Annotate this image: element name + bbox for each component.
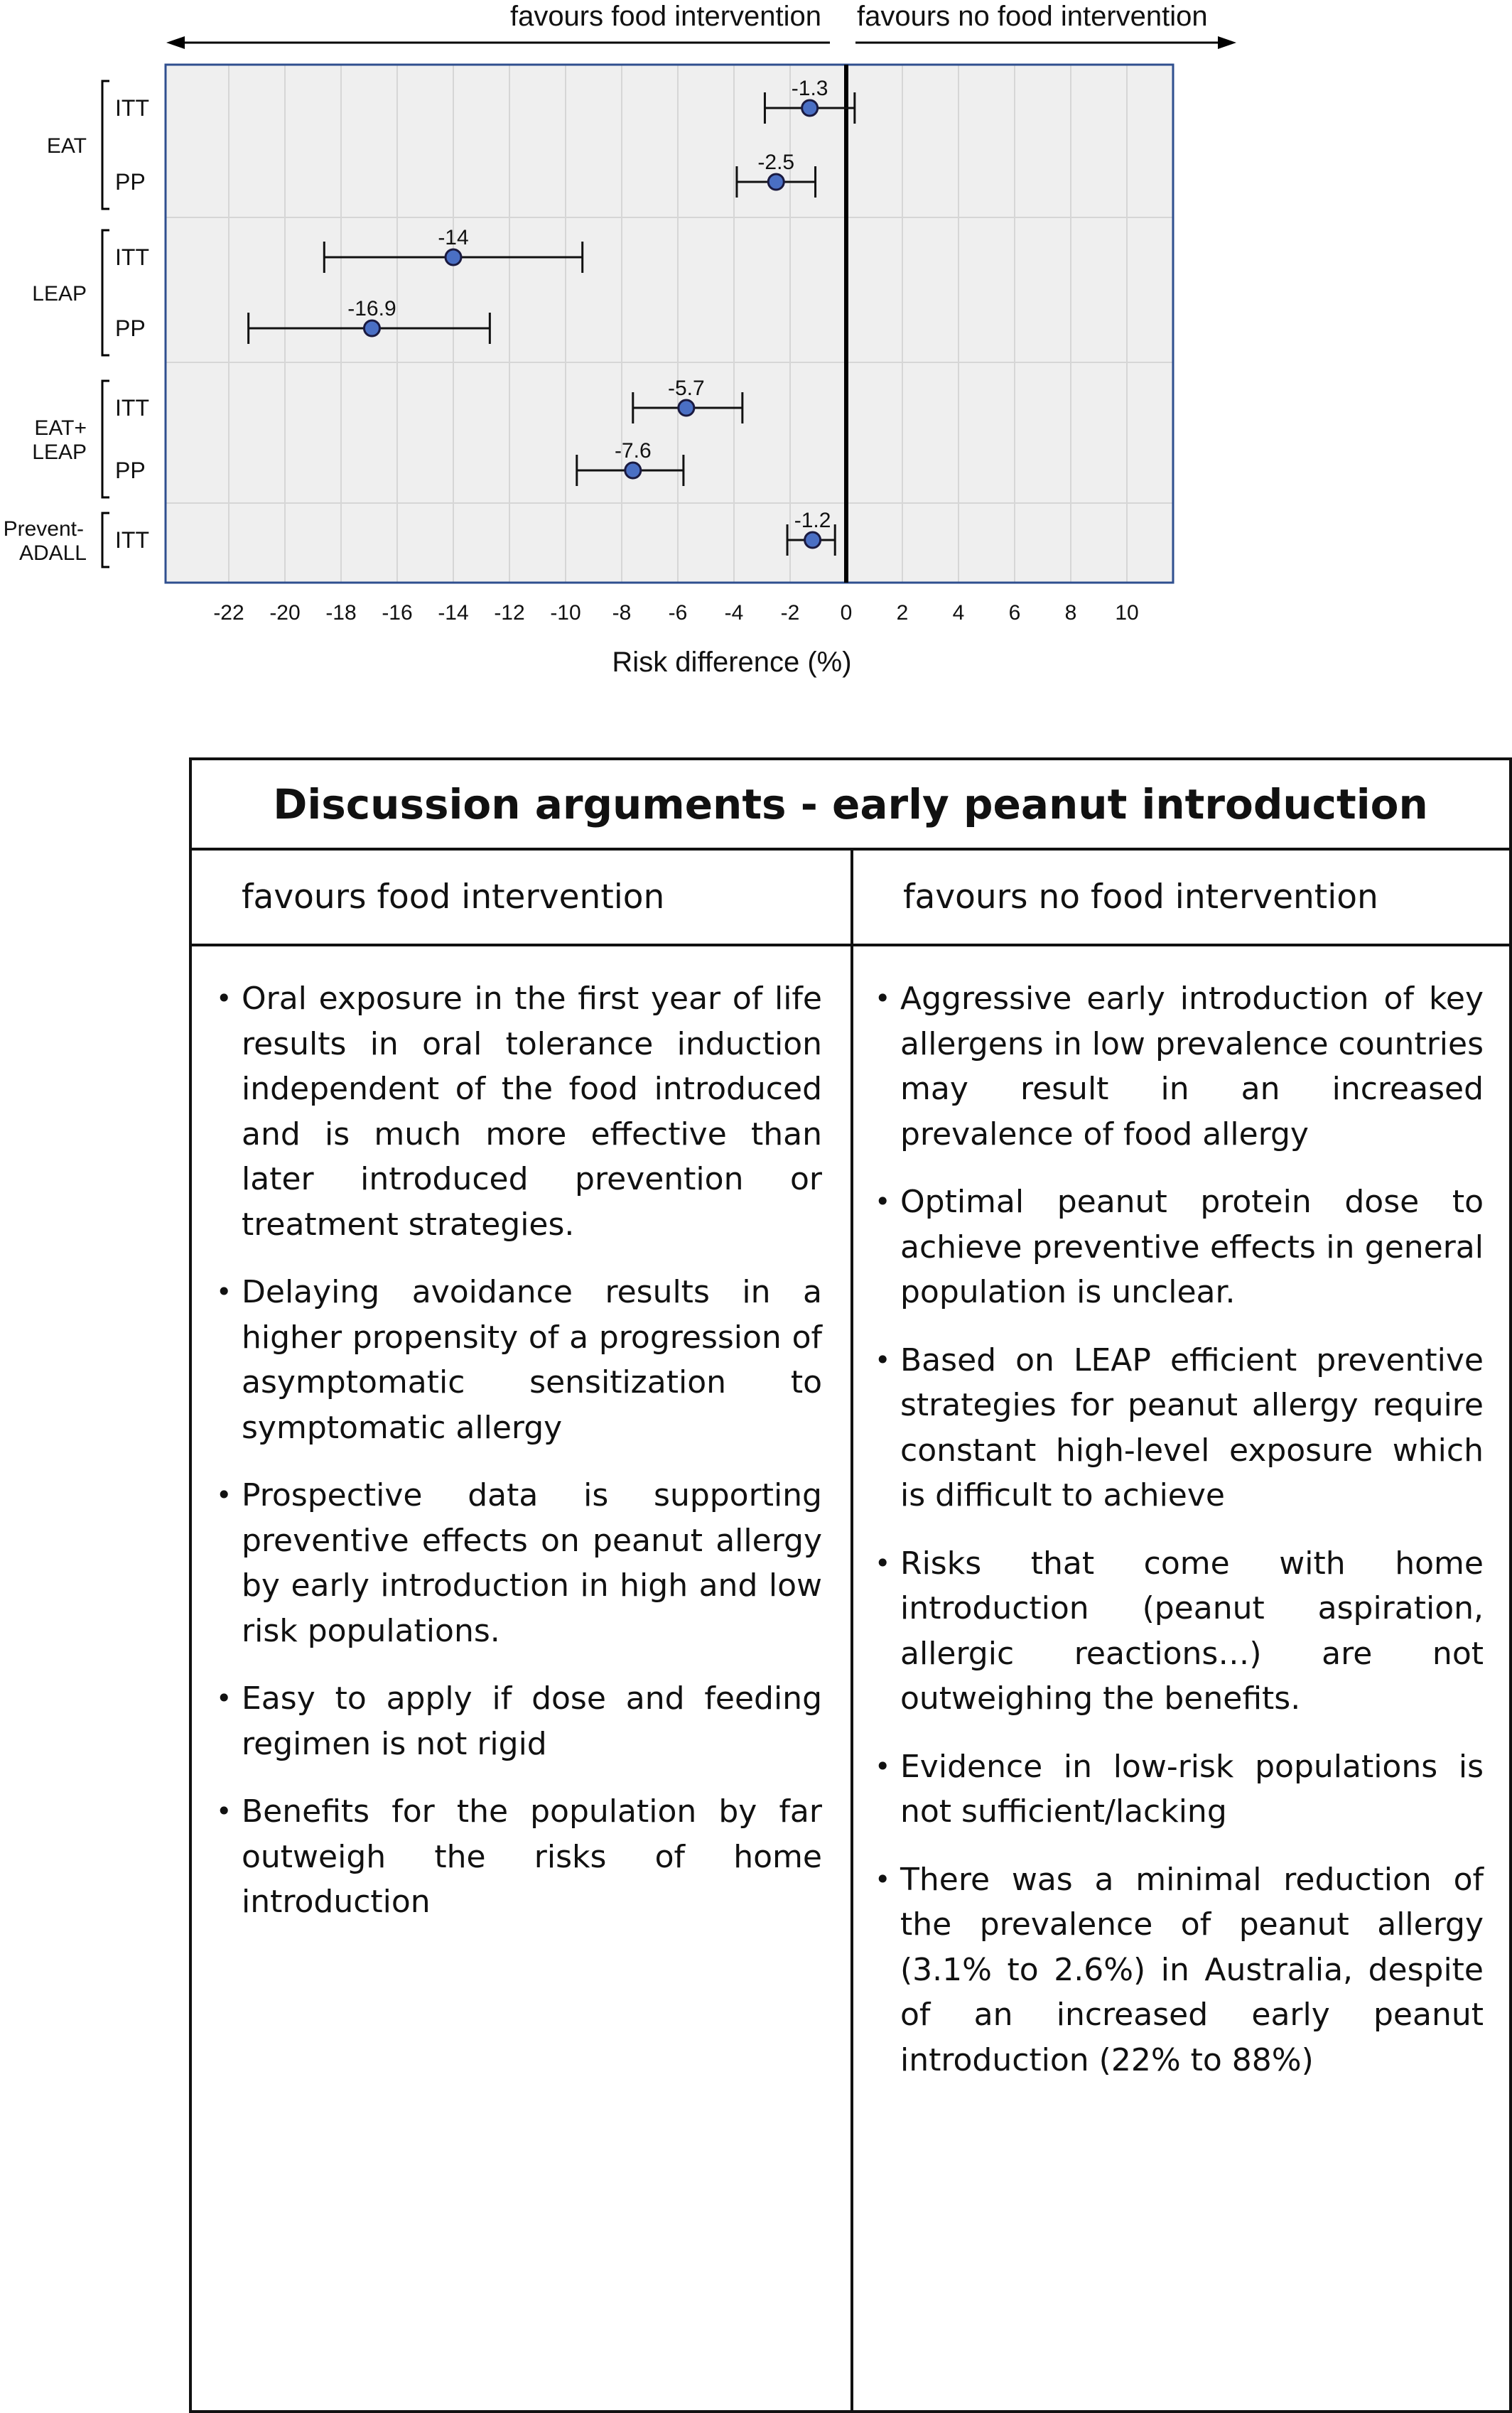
right-argument-3: • Based on LEAP efficient preventive strategies for peanut allergy require constant high-level exposure which is difficult to achieve [875, 1338, 1484, 1518]
table-title: Discussion arguments - early peanut introduction [192, 760, 1509, 851]
x-tick-label: -2 [780, 601, 800, 625]
left-direction-label: favours food intervention [509, 1, 821, 32]
group-label: EAT+ [34, 416, 87, 440]
estimate-value-label: -16.9 [347, 297, 396, 320]
group-bracket [102, 513, 109, 567]
x-tick-label: 2 [896, 601, 909, 625]
left-argument-list [216, 976, 822, 1925]
estimate-value-label: -1.3 [791, 77, 828, 100]
discussion-table [189, 757, 1512, 2413]
right-arrowhead [1218, 36, 1236, 49]
right-argument-4: • Risks that come with home introduction (peanut aspiration, allergic reactions…) are not outweighing the benefits. [875, 1541, 1484, 1722]
left-argument-4: • Easy to apply if dose and feeding regimen is not rigid [216, 1676, 822, 1766]
x-tick-label: -16 [382, 601, 413, 625]
group-bracket [102, 81, 109, 209]
x-tick-label: -20 [269, 601, 301, 625]
row-label: PP [115, 315, 146, 341]
x-tick-label: -12 [494, 601, 525, 625]
estimate-value-label: -14 [438, 226, 469, 249]
estimate-point [625, 463, 641, 478]
x-axis-label: Risk difference (%) [612, 647, 852, 678]
right-argument-5: • Evidence in low-risk populations is not sufficient/lacking [875, 1744, 1484, 1835]
row-label: PP [115, 169, 146, 195]
estimate-point [446, 249, 461, 265]
group-label: LEAP [32, 282, 87, 306]
estimate-value-label: -5.7 [667, 377, 705, 400]
right-column-body [853, 946, 1509, 2410]
row-label: ITT [115, 527, 149, 553]
group-label: LEAP [32, 441, 87, 464]
right-argument-list [875, 976, 1484, 2083]
row-label: ITT [115, 395, 149, 421]
row-label: ITT [115, 95, 149, 121]
estimate-point [364, 320, 379, 336]
plot-background [166, 65, 1173, 583]
x-tick-label: -4 [724, 601, 744, 625]
x-tick-label: 10 [1115, 601, 1139, 625]
x-tick-label: -10 [550, 601, 581, 625]
estimate-point [805, 532, 821, 548]
x-tick-label: -6 [668, 601, 688, 625]
estimate-point [768, 174, 784, 190]
x-tick-label: -8 [612, 601, 632, 625]
estimate-value-label: -1.2 [794, 509, 831, 532]
right-argument-6: • There was a minimal reduction of the prevalence of peanut allergy (3.1% to 2.6%) in Australia, despite of an increased early peanut introduction (22% to 88%) [875, 1857, 1484, 2083]
group-label: ADALL [18, 541, 87, 565]
left-argument-3: • Prospective data is supporting preventive effects on peanut allergy by early introduction in high and low risk populations. [216, 1473, 822, 1653]
estimate-point [802, 100, 818, 116]
x-tick-label: 8 [1064, 601, 1077, 625]
right-direction-label: favours no food intervention [857, 1, 1208, 32]
estimate-value-label: -2.5 [757, 151, 795, 174]
estimate-point [679, 400, 694, 416]
estimate-value-label: -7.6 [614, 439, 652, 463]
x-tick-label: 6 [1008, 601, 1021, 625]
forest-plot-svg [0, 0, 1512, 711]
table-header-row [192, 851, 1509, 946]
x-tick-label: 4 [952, 601, 965, 625]
left-argument-1: • Oral exposure in the first year of life results in oral tolerance induction independent of the food introduced and is much more effective than later introduced prevention or treatment strategies. [216, 976, 822, 1247]
x-tick-label: -22 [213, 601, 244, 625]
left-column-body [192, 946, 853, 2410]
table-body-row [192, 946, 1509, 2410]
right-argument-1: • Aggressive early introduction of key allergens in low prevalence countries may result in an increased prevalence of food allergy [875, 976, 1484, 1157]
row-label: ITT [115, 244, 149, 270]
left-column-header: favours food intervention [192, 851, 853, 944]
forest-plot [0, 0, 1512, 711]
left-argument-5: • Benefits for the population by far outweigh the risks of home introduction [216, 1789, 822, 1925]
group-label: EAT [46, 134, 87, 158]
x-tick-label: -18 [325, 601, 357, 625]
right-column-header: favours no food intervention [903, 878, 1378, 917]
group-label: Prevent- [3, 517, 84, 541]
group-bracket [102, 230, 109, 355]
x-tick-label: 0 [840, 601, 853, 625]
row-label: PP [115, 458, 146, 483]
right-argument-2: • Optimal peanut protein dose to achieve preventive effects in general population is unclear. [875, 1179, 1484, 1315]
left-arrowhead [166, 36, 185, 49]
left-argument-2: • Delaying avoidance results in a higher propensity of a progression of asymptomatic sensitization to symptomatic allergy [216, 1270, 822, 1450]
x-tick-label: -14 [438, 601, 469, 625]
group-bracket [102, 381, 109, 497]
